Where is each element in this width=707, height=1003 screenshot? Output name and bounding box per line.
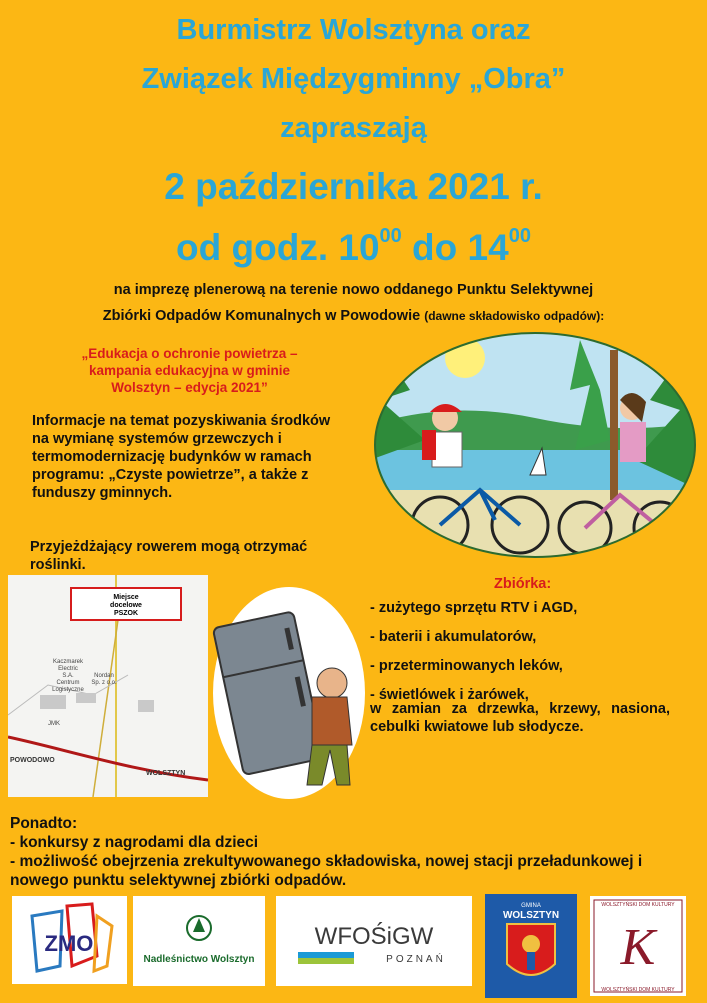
collection-item: - zużytego sprzętu RTV i AGD, — [370, 600, 578, 616]
collection-item: - baterii i akumulatorów, — [370, 629, 537, 645]
svg-text:WFOŚiGW: WFOŚiGW — [314, 923, 434, 950]
svg-text:Logistyczne: Logistyczne — [52, 687, 84, 693]
extra-section — [10, 814, 700, 890]
collection-item: - przeterminowanych leków, — [370, 658, 563, 674]
svg-text:Electric: Electric — [58, 666, 78, 672]
wfosigw-logo — [276, 896, 472, 986]
svg-text:Nadleśnictwo Wolsztyn: Nadleśnictwo Wolsztyn — [143, 954, 255, 965]
svg-text:WOLSZTYŃSKI DOM KULTURY: WOLSZTYŃSKI DOM KULTURY — [601, 987, 675, 993]
location-map — [8, 575, 208, 797]
collection-list — [370, 600, 670, 716]
svg-text:GMINA: GMINA — [521, 903, 541, 909]
svg-text:ZMO: ZMO — [44, 931, 94, 956]
map-powodowo-label: POWODOWO — [10, 757, 55, 764]
zmo-logo — [12, 896, 127, 984]
svg-text:K: K — [620, 919, 656, 976]
wdk-logo — [590, 896, 686, 996]
svg-text:S.A.: S.A. — [62, 673, 74, 679]
extra-title: Ponadto: — [10, 815, 78, 832]
map-jmk-label: JMK — [48, 721, 60, 727]
map-target-label: Miejsce — [113, 594, 139, 601]
svg-text:WOLSZTYŃSKI DOM KULTURY: WOLSZTYŃSKI DOM KULTURY — [601, 902, 675, 908]
svg-text:docelowe: docelowe — [110, 602, 142, 609]
extra-item: - konkursy z nagrodami dla dzieci — [10, 834, 259, 851]
svg-text:Sp. z o.o.: Sp. z o.o. — [91, 680, 117, 686]
svg-text:PSZOK: PSZOK — [113, 610, 139, 617]
invitation-verb: zapraszają — [280, 112, 427, 144]
svg-text:POZNAŃ: POZNAŃ — [386, 954, 446, 965]
collection-note: w zamian za drzewka, krzewy, nasiona, cebulki kwiatowe lub słodycze. — [370, 701, 670, 735]
event-time: od godz. $10^{00}$ do $14^{00}$ — [176, 225, 531, 268]
collection-item: - świetlówek i żarówek, — [370, 687, 529, 703]
map-company-label: Kaczmarek — [52, 659, 84, 665]
event-date: 2 października 2021 r. — [164, 166, 543, 207]
gmina-wolsztyn-logo — [485, 894, 577, 998]
map-wolsztyn-label: WOLSZTYN — [146, 770, 186, 777]
organizer-line-1: Burmistrz Wolsztyna oraz — [176, 14, 531, 46]
cyclists-illustration — [370, 330, 700, 560]
fridge-cartoon — [212, 585, 367, 800]
svg-text:Centrum: Centrum — [56, 680, 80, 686]
intro-line-2: Zbiórki Odpadów Komunalnych w Powodowie (dawne składowisko odpadów): — [102, 308, 605, 324]
nadlesnictwo-logo — [133, 896, 265, 986]
svg-text:WOLSZTYN: WOLSZTYN — [502, 910, 560, 921]
bike-text: Przyjeżdżający rowerem mogą otrzymać roślinki. — [30, 539, 308, 573]
intro-line-1: na imprezę plenerową na terenie nowo oddanego Punktu Selektywnej — [113, 282, 594, 298]
map-company2-label: Nordan — [94, 673, 114, 679]
collection-title: Zbiórka: — [494, 576, 552, 592]
extra-item: - możliwość obejrzenia zrekultywowanego składowiska, nowej stacji przeładunkowej i nowego punktu selektywnej zbiórki odpadów. — [10, 853, 643, 889]
organizer-line-2: Związek Międzygminny „Obra” — [141, 63, 566, 95]
campaign-title: „Edukacja o ochronie powietrza – kampania edukacyjna w gminie Wolsztyn – edycja 2021” — [81, 346, 298, 395]
info-text: Informacje na temat pozyskiwania środków na wymianę systemów grzewczych i termomodernizację budynków w ramach programu: „Czyste powietrze”, a także z funduszy gminnych. — [32, 413, 331, 501]
